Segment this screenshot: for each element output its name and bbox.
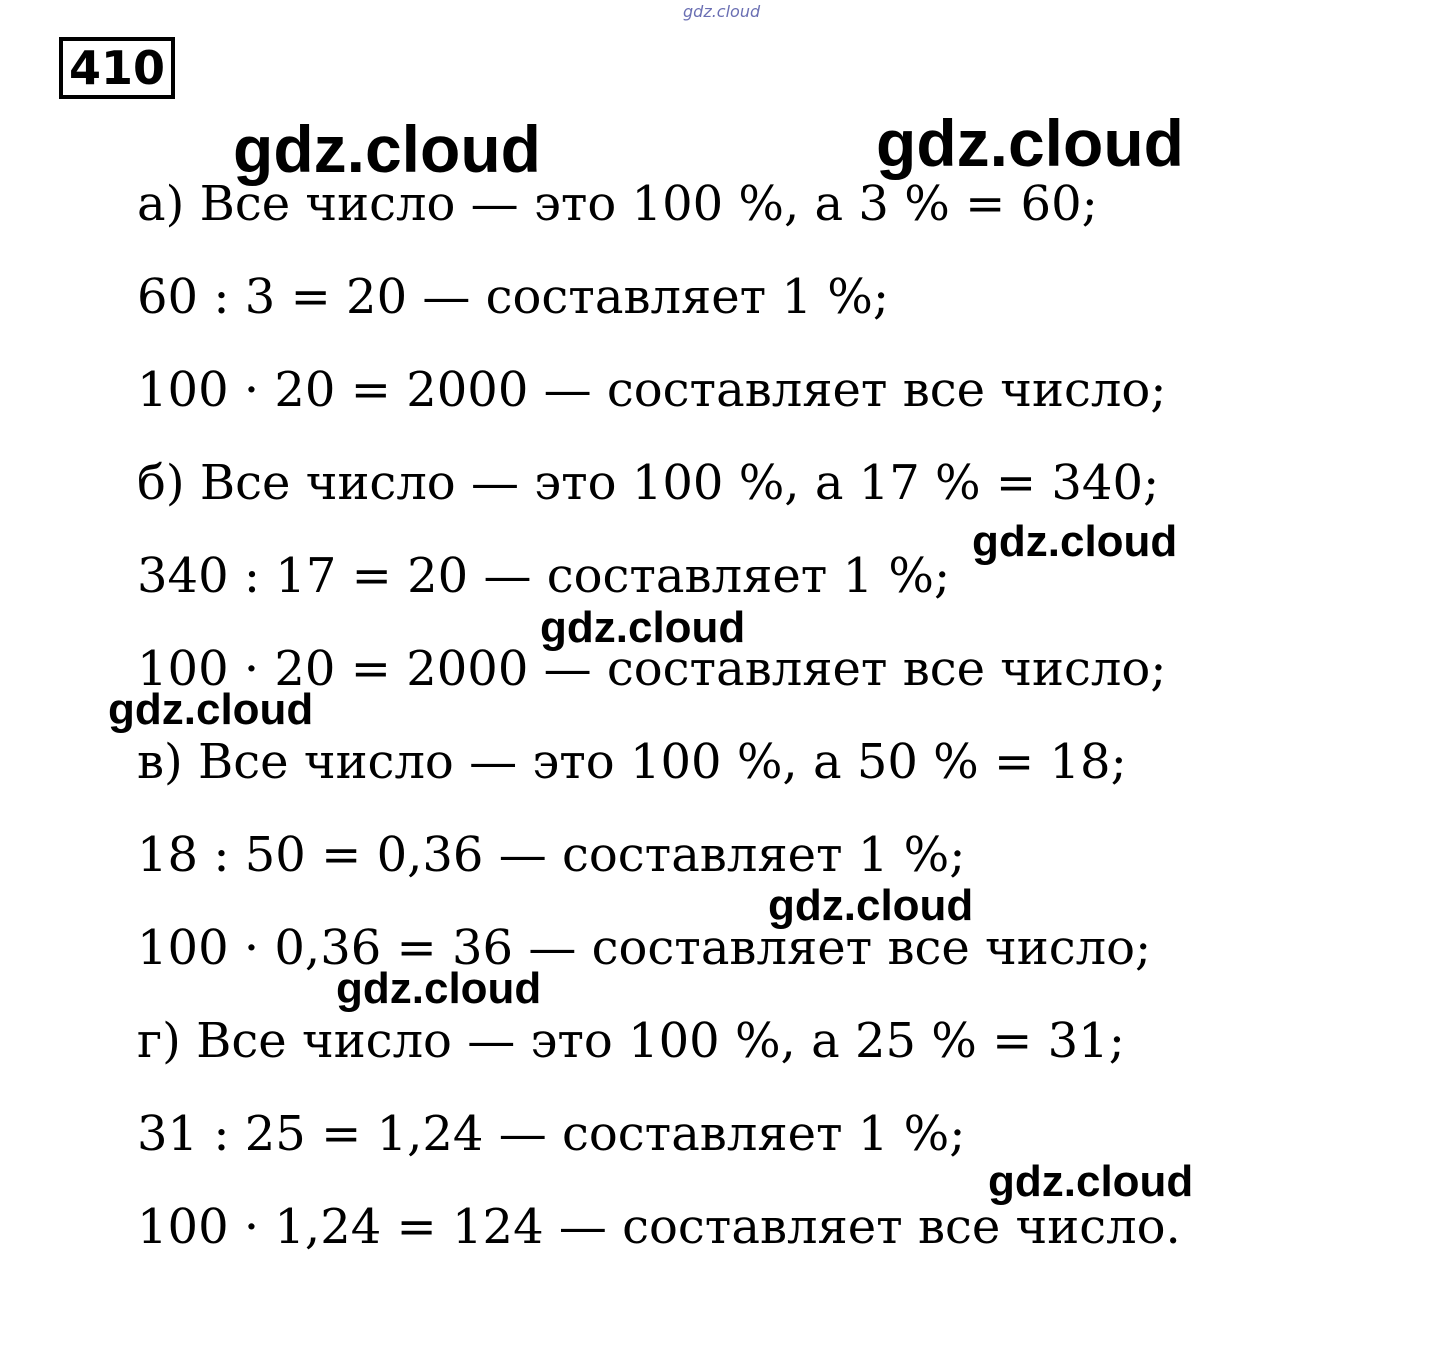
watermark: gdz.cloud (233, 112, 541, 186)
watermark: gdz.cloud (336, 964, 542, 1013)
solution-line-a2: 60 : 3 = 20 — составляет 1 %; (137, 269, 890, 325)
solution-line-c1: в) Все число — это 100 %, а 50 % = 18; (137, 734, 1127, 790)
watermark: gdz.cloud (972, 517, 1178, 566)
solution-line-d2: 31 : 25 = 1,24 — составляет 1 %; (137, 1106, 966, 1162)
site-watermark-top: gdz.cloud (683, 2, 761, 21)
task-number: 410 (68, 41, 166, 95)
solution-line-c3: 100 · 0,36 = 36 — составляет все число; (137, 920, 1152, 976)
solution-line-b3: 100 · 20 = 2000 — составляет все число; (137, 641, 1167, 697)
solution-line-c2: 18 : 50 = 0,36 — составляет 1 %; (137, 827, 966, 883)
task-number-box (59, 37, 175, 99)
watermark: gdz.cloud (768, 881, 974, 930)
solution-line-a3: 100 · 20 = 2000 — составляет все число; (137, 362, 1167, 418)
solution-line-b2: 340 : 17 = 20 — составляет 1 %; (137, 548, 951, 604)
solution-line-a1: а) Все число — это 100 %, а 3 % = 60; (137, 176, 1098, 232)
watermark: gdz.cloud (876, 106, 1184, 180)
watermark: gdz.cloud (988, 1157, 1194, 1206)
solution-line-b1: б) Все число — это 100 %, а 17 % = 340; (137, 455, 1160, 511)
watermark: gdz.cloud (540, 603, 746, 652)
solution-line-d3: 100 · 1,24 = 124 — составляет все число. (137, 1199, 1181, 1255)
watermark: gdz.cloud (108, 685, 314, 734)
solution-line-d1: г) Все число — это 100 %, а 25 % = 31; (137, 1013, 1125, 1069)
